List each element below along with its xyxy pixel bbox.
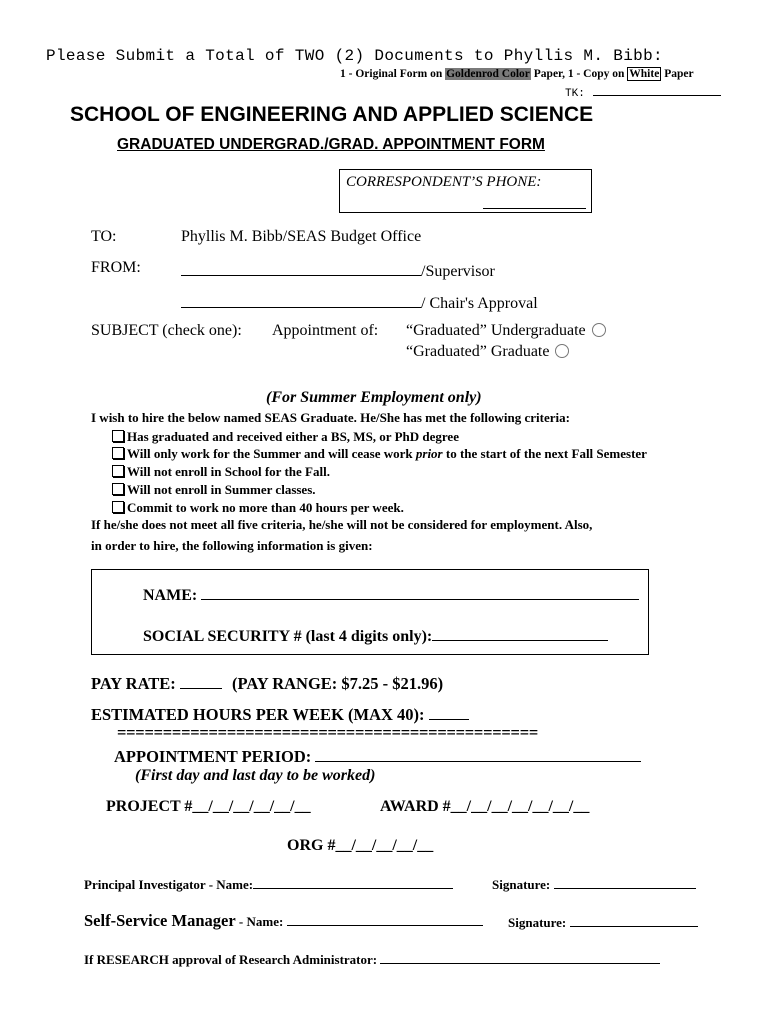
- copies-instructions: [340, 68, 694, 80]
- white-highlight: White: [629, 68, 660, 80]
- criteria-item-label: Commit to work no more than 40 hours per week.: [127, 500, 404, 515]
- to-value: Phyllis M. Bibb/SEAS Budget Office: [181, 228, 422, 245]
- appointment-of-label: Appointment of:: [272, 322, 379, 339]
- form-subtitle: GRADUATED UNDERGRAD./GRAD. APPOINTMENT FORM: [117, 136, 545, 153]
- chair-input-line[interactable]: [181, 291, 421, 308]
- criteria-item-label: Will not enroll in Summer classes.: [127, 482, 316, 497]
- pi-name-field: [84, 875, 453, 893]
- option-undergraduate-label: “Graduated” Undergraduate: [406, 322, 586, 339]
- checkbox-40-hours[interactable]: [112, 501, 124, 513]
- award-number[interactable]: AWARD #__/__/__/__/__/__/__: [380, 798, 590, 815]
- org-number[interactable]: ORG #__/__/__/__/__: [287, 837, 434, 854]
- employee-info-box: [91, 569, 649, 655]
- criteria-item: [112, 482, 316, 498]
- copies-mid: Paper, 1 - Copy on: [530, 68, 628, 80]
- option-graduate[interactable]: [406, 343, 569, 361]
- research-approval-field: [84, 950, 660, 968]
- tk-label: TK:: [565, 88, 585, 100]
- criteria-item-rest: to the start of the next Fall Semester: [442, 446, 647, 461]
- criteria-item: [112, 464, 330, 480]
- hours-label: ESTIMATED HOURS PER WEEK (MAX 40):: [91, 705, 425, 724]
- pi-signature-label: Signature:: [492, 877, 551, 892]
- goldenrod-highlight: Goldenrod Color: [446, 68, 530, 80]
- from-label: FROM:: [91, 259, 141, 276]
- ssn-label: SOCIAL SECURITY # (last 4 digits only):: [143, 628, 433, 645]
- research-approval-input-line[interactable]: [380, 950, 660, 964]
- appointment-period-note: (First day and last day to be worked): [135, 767, 376, 784]
- submit-instructions: Please Submit a Total of TWO (2) Documents to Phyllis M. Bibb:: [46, 47, 663, 65]
- pay-rate-label: PAY RATE:: [91, 674, 176, 693]
- supervisor-label: /Supervisor: [421, 263, 495, 280]
- ssm-name-input-line[interactable]: [287, 912, 483, 926]
- research-approval-label: If RESEARCH approval of Research Administrator:: [84, 952, 378, 967]
- copies-prefix: 1 - Original Form on: [340, 68, 446, 80]
- pi-signature-input-line[interactable]: [554, 875, 696, 889]
- tk-field: [565, 83, 721, 101]
- pi-name-label: Principal Investigator - Name:: [84, 877, 254, 892]
- criteria-item-label: Has graduated and received either a BS, MS, or PhD degree: [127, 429, 459, 444]
- option-graduate-label: “Graduated” Graduate: [406, 343, 550, 360]
- appointment-period-label: APPOINTMENT PERIOD:: [114, 747, 312, 766]
- to-label: TO:: [91, 228, 117, 245]
- name-label: NAME:: [143, 587, 198, 604]
- name-field: [143, 583, 639, 605]
- ssm-signature-field: [508, 913, 698, 931]
- pi-signature-field: [492, 875, 696, 893]
- chair-approval-field: [181, 291, 538, 313]
- criteria-intro: I wish to hire the below named SEAS Graduate. He/She has met the following criteria:: [91, 410, 570, 425]
- criteria-item: [112, 500, 404, 516]
- phone-input-line[interactable]: [483, 190, 586, 209]
- checkbox-summer-only[interactable]: [112, 447, 124, 459]
- checkbox-degree[interactable]: [112, 430, 124, 442]
- divider: ==============================================: [117, 723, 538, 742]
- hours-field: [91, 703, 469, 725]
- supervisor-field: [181, 259, 495, 281]
- ssm-signature-label: Signature:: [508, 915, 567, 930]
- supervisor-input-line[interactable]: [181, 259, 421, 276]
- subject-label: SUBJECT (check one):: [91, 322, 242, 339]
- checkbox-no-summer-classes[interactable]: [112, 483, 124, 495]
- option-undergraduate[interactable]: [406, 322, 606, 340]
- checkbox-no-fall[interactable]: [112, 465, 124, 477]
- tk-input-line[interactable]: [593, 95, 721, 96]
- correspondent-phone-box: [339, 169, 592, 213]
- criteria-item: [112, 429, 459, 445]
- ssm-name-field: [84, 911, 483, 931]
- pay-range: (PAY RANGE: $7.25 - $21.96): [232, 674, 444, 693]
- appointment-period-input-line[interactable]: [315, 745, 641, 762]
- criteria-item-label: Will not enroll in School for the Fall.: [127, 464, 330, 479]
- pi-name-input-line[interactable]: [253, 875, 453, 889]
- pay-rate-input-line[interactable]: [180, 672, 222, 689]
- appointment-period-field: [114, 745, 641, 767]
- criteria-heading: (For Summer Employment only): [266, 389, 482, 406]
- ssm-name-label: - Name:: [235, 914, 284, 929]
- page-title: SCHOOL OF ENGINEERING AND APPLIED SCIENCE: [70, 103, 594, 126]
- criteria-footer-2: in order to hire, the following information is given:: [91, 538, 373, 553]
- ssn-input-line[interactable]: [432, 624, 608, 641]
- criteria-prior: prior: [415, 446, 443, 461]
- ssm-signature-input-line[interactable]: [570, 913, 698, 927]
- name-input-line[interactable]: [201, 583, 639, 600]
- phone-label: CORRESPONDENT’S PHONE:: [346, 174, 542, 190]
- radio-undergraduate[interactable]: [592, 323, 606, 337]
- criteria-item: [112, 446, 647, 462]
- pay-rate-field: [91, 672, 443, 694]
- criteria-footer-1: If he/she does not meet all five criteria, he/she will not be considered for employment. Also,: [91, 517, 593, 532]
- hours-input-line[interactable]: [429, 703, 469, 720]
- ssm-label: Self-Service Manager: [84, 911, 236, 930]
- ssn-field: [143, 624, 608, 646]
- radio-graduate[interactable]: [555, 344, 569, 358]
- chair-label: / Chair's Approval: [421, 295, 538, 312]
- project-number[interactable]: PROJECT #__/__/__/__/__/__: [106, 798, 311, 815]
- copies-suffix: Paper: [661, 68, 694, 80]
- criteria-item-label: Will only work for the Summer and will cease work: [127, 446, 413, 461]
